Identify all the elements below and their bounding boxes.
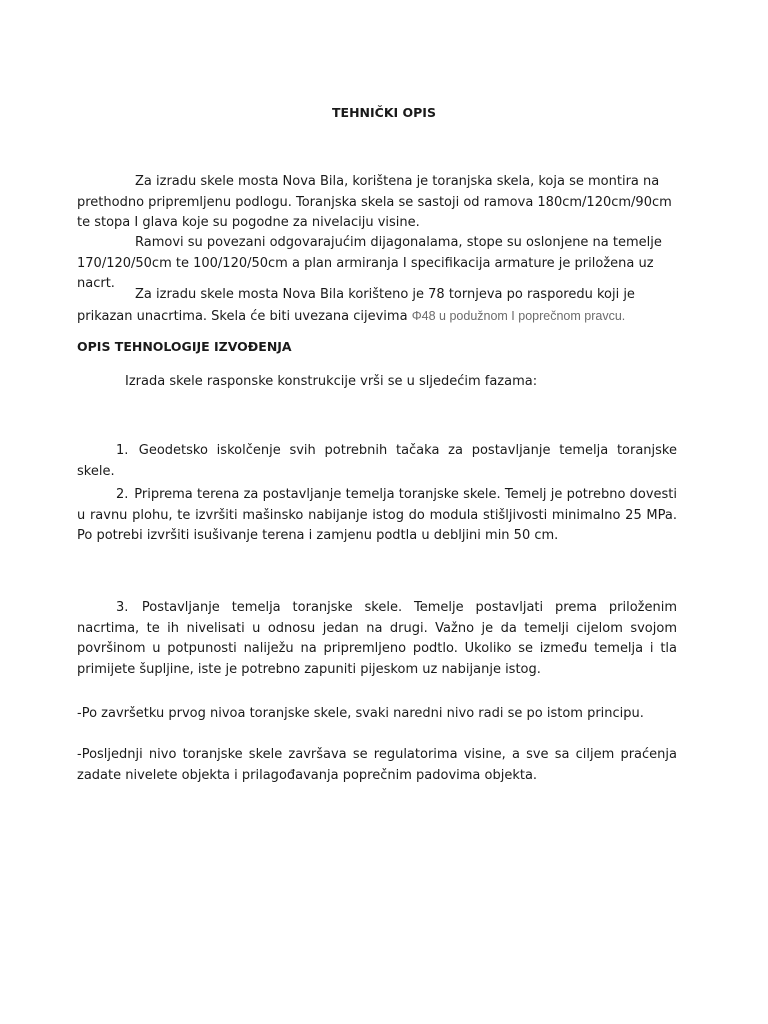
list-item-number: 1.	[116, 443, 129, 458]
paragraph-3-text: Za izradu skele mosta Nova Bila korišteno je 78 tornjeva po rasporedu koji je prikazan unacrtima. Skela će biti uvezana cijevima	[77, 287, 635, 324]
note-paragraph-2	[77, 745, 677, 786]
note-2-text: -Posljednji nivo toranjske skele završava se regulatorima visine, a sve sa ciljem praćenja zadate nivelete objekta i prilagođavanja poprečnim padovima objekta.	[77, 747, 677, 783]
note-1-text: -Po završetku prvog nivoa toranjske skele, svaki naredni nivo radi se po istom principu.	[77, 706, 644, 721]
paragraph-2-text: Ramovi su povezani odgovarajućim dijagonalama, stope su oslonjene na temelje 170/120/50cm te 100/120/50cm a plan armiranja I specifikacija armature je priložena uz nacrt.	[77, 235, 662, 291]
paragraph-3-pipe-spec: Φ48 u podužnom I poprečnom pravcu.	[411, 308, 626, 323]
list-item	[77, 485, 677, 547]
paragraph-1-text: Za izradu skele mosta Nova Bila, korištena je toranjska skela, koja se montira na prethodno pripremljenu podlogu. Toranjska skela se sastoji od ramova 180cm/120cm/90cm te stopa I glava koje su pogodne za nivelaciju visine.	[77, 174, 672, 230]
list-item	[77, 441, 677, 482]
list-item-text: Geodetsko iskolčenje svih potrebnih tačaka za postavljanje temelja toranjske skele.	[77, 443, 677, 479]
document-title: TEHNIČKI OPIS	[332, 105, 436, 120]
list-item	[77, 598, 677, 680]
list-item-text: Priprema terena za postavljanje temelja toranjske skele. Temelj je potrebno dovesti u ravnu plohu, te izvršiti mašinsko nabijanje istog do modula stišljivosti minimalno 25 MPa. Po potrebi izvršiti isušivanje terena i zamjenu podtla u debljini min 50 cm.	[77, 487, 678, 543]
list-item-text: Postavljanje temelja toranjske skele. Temelje postavljati prema priloženim nacrtima, te ih nivelisati u odnosu jedan na drugi. Važno je da temelji cijelom svojom površinom u potpunosti naliježu na pripremljeno podtlo. Ukoliko se između temelja i tla primijete šupljine, iste je potrebno zapuniti pijeskom uz nabijanje istog.	[77, 600, 677, 677]
note-paragraph-1	[77, 704, 677, 725]
list-item-number: 3.	[116, 600, 129, 615]
intro-text: Izrada skele rasponske konstrukcije vrši se u sljedećim fazama:	[125, 374, 538, 389]
intro-paragraph	[77, 372, 677, 393]
paragraph-1	[77, 172, 677, 234]
paragraph-3	[77, 285, 677, 327]
list-item-number: 2.	[116, 487, 129, 502]
section-heading: OPIS TEHNOLOGIJE IZVOĐENJA	[77, 339, 292, 354]
